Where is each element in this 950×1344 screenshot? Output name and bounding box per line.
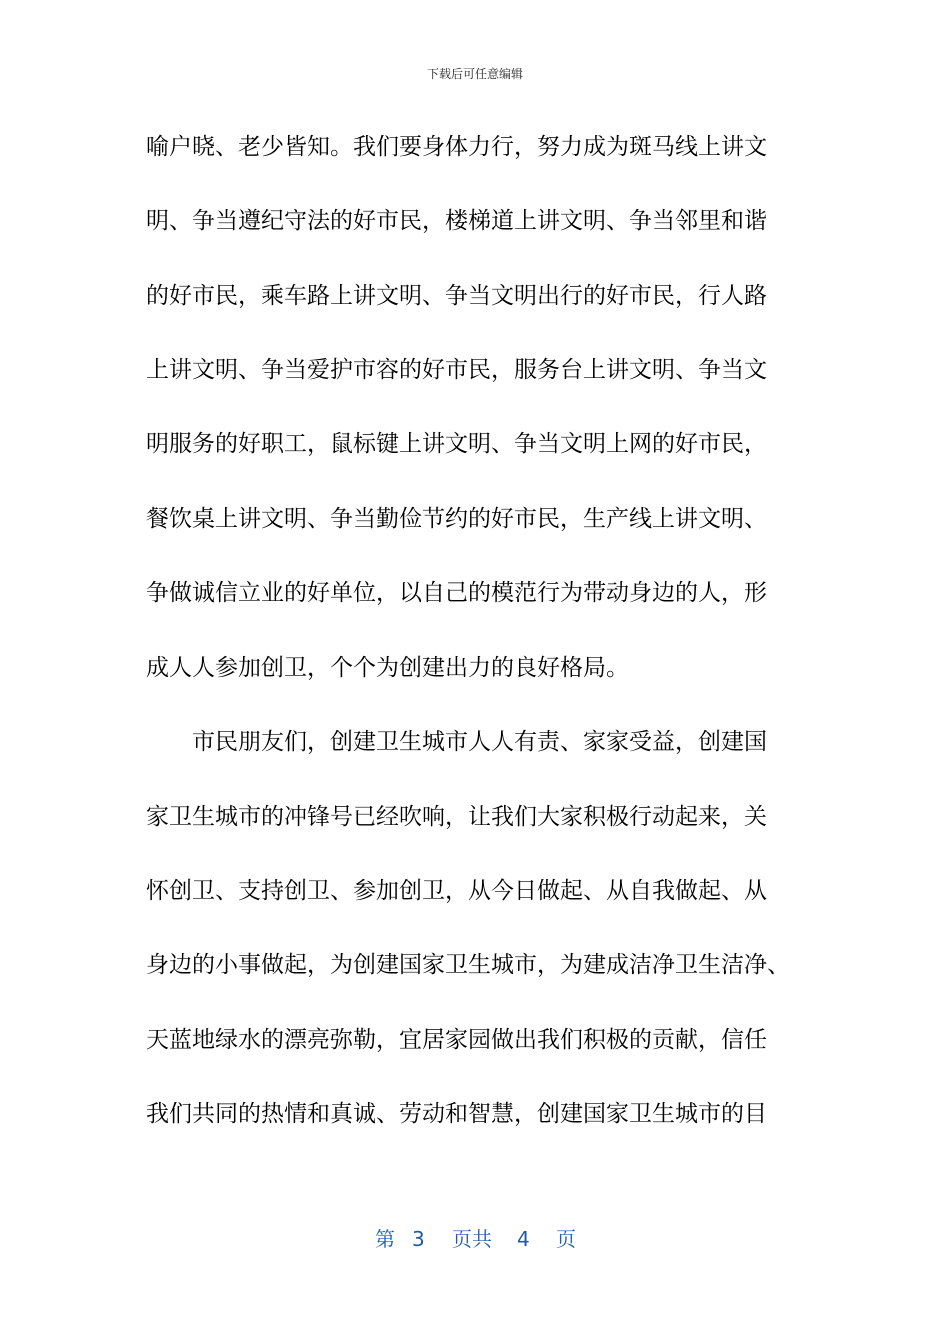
text-line [0, 722, 950, 762]
text-line-content: 明、争当遵纪守法的好市民，楼梯道上讲文明、争当邻里和谐 [146, 208, 767, 234]
text-line [0, 945, 950, 985]
page-mid-text: 页共 [452, 1227, 492, 1251]
text-line-content: 成人人参加创卫，个个为创建出力的良好格局。 [146, 655, 629, 681]
text-line-content: 的好市民，乘车路上讲文明、争当文明出行的好市民，行人路 [146, 283, 767, 309]
text-line-content: 身边的小事做起，为创建国家卫生城市，为建成洁净卫生洁净、 [146, 952, 790, 978]
text-line [0, 201, 950, 241]
text-line [0, 648, 950, 688]
text-line-content: 餐饮桌上讲文明、争当勤俭节约的好市民，生产线上讲文明、 [146, 506, 767, 532]
text-line [0, 276, 950, 316]
text-line [0, 573, 950, 613]
text-line-content: 上讲文明、争当爱护市容的好市民，服务台上讲文明、争当文 [146, 357, 767, 383]
header-note: 下载后可任意编辑 [426, 67, 523, 81]
page-prefix: 第 [375, 1227, 395, 1251]
text-line [0, 127, 950, 167]
text-line [0, 424, 950, 464]
text-line [0, 350, 950, 390]
text-line-content: 家卫生城市的冲锋号已经吹响，让我们大家积极行动起来，关 [146, 804, 767, 830]
current-page-number: 3 [412, 1227, 425, 1251]
text-line-content: 我们共同的热情和真诚、劳动和智慧，创建国家卫生城市的目 [146, 1101, 767, 1127]
text-line-content: 喻户晓、老少皆知。我们要身体力行，努力成为斑马线上讲文 [146, 134, 767, 160]
text-line-content: 市民朋友们，创建卫生城市人人有责、家家受益，创建国 [146, 729, 767, 755]
text-line-content: 明服务的好职工，鼠标键上讲文明、争当文明上网的好市民， [146, 431, 767, 457]
text-line [0, 871, 950, 911]
text-line-content: 天蓝地绿水的漂亮弥勒，宜居家园做出我们积极的贡献，信任 [146, 1027, 767, 1053]
text-line [0, 1094, 950, 1134]
text-line [0, 1020, 950, 1060]
text-line-content: 争做诚信立业的好单位，以自己的模范行为带动身边的人，形 [146, 580, 767, 606]
total-page-number: 4 [517, 1227, 530, 1251]
text-line-content: 怀创卫、支持创卫、参加创卫，从今日做起、从自我做起、从 [146, 878, 767, 904]
text-line [0, 797, 950, 837]
page-footer [0, 1224, 950, 1254]
text-line [0, 499, 950, 539]
page-suffix: 页 [556, 1227, 576, 1251]
